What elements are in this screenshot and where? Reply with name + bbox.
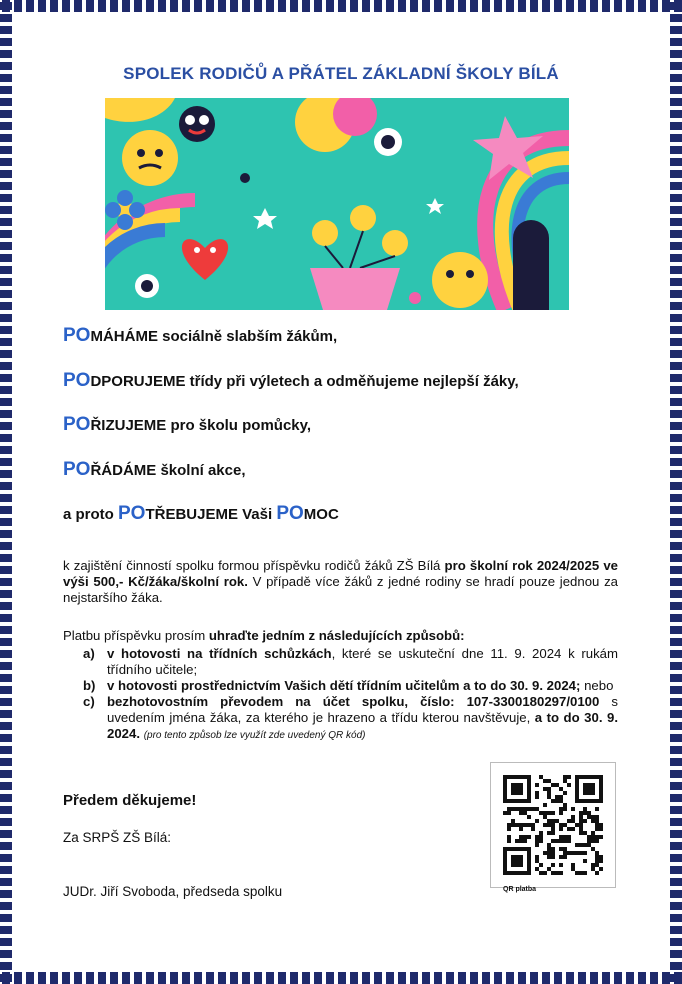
qr-module: [507, 835, 511, 839]
qr-module: [575, 851, 579, 855]
qr-module: [567, 783, 571, 787]
qr-module: [539, 831, 543, 835]
qr-module: [595, 807, 599, 811]
qr-module: [515, 823, 519, 827]
qr-module: [591, 867, 595, 871]
qr-module: [559, 787, 563, 791]
qr-module: [547, 867, 551, 871]
qr-module: [551, 819, 555, 823]
qr-module: [571, 863, 575, 867]
qr-module: [563, 791, 567, 795]
qr-module: [559, 799, 563, 803]
qr-module: [563, 823, 567, 827]
qr-module: [539, 871, 543, 875]
qr-module: [559, 811, 563, 815]
qr-module: [547, 795, 551, 799]
page-border-right: [670, 0, 682, 984]
qr-module: [571, 867, 575, 871]
qr-module: [543, 811, 547, 815]
qr-module: [563, 807, 567, 811]
qr-module: [571, 851, 575, 855]
qr-module: [551, 811, 555, 815]
qr-module: [571, 807, 575, 811]
qr-module: [555, 795, 559, 799]
qr-module: [555, 871, 559, 875]
qr-module: [547, 779, 551, 783]
qr-module: [587, 835, 591, 839]
qr-module: [567, 775, 571, 779]
hero-illustration: [105, 98, 569, 310]
qr-module: [519, 823, 523, 827]
qr-module: [571, 819, 575, 823]
qr-module: [599, 835, 603, 839]
qr-module: [599, 855, 603, 859]
qr-module: [579, 811, 583, 815]
qr-module: [563, 851, 567, 855]
qr-module: [543, 803, 547, 807]
qr-module: [535, 835, 539, 839]
qr-module: [511, 819, 515, 823]
qr-module: [579, 831, 583, 835]
qr-module: [583, 819, 587, 823]
signature-org: Za SRPŠ ZŠ Bílá:: [63, 830, 172, 845]
qr-module: [595, 863, 599, 867]
qr-module: [547, 791, 551, 795]
qr-module: [587, 815, 591, 819]
qr-module: [595, 823, 599, 827]
qr-module: [559, 855, 563, 859]
qr-module: [519, 839, 523, 843]
qr-module: [595, 871, 599, 875]
qr-module: [519, 827, 523, 831]
qr-module: [583, 831, 587, 835]
qr-module: [599, 823, 603, 827]
qr-module: [507, 839, 511, 843]
qr-module: [583, 859, 587, 863]
qr-module: [523, 807, 527, 811]
qr-module: [583, 871, 587, 875]
qr-module: [539, 811, 543, 815]
qr-module: [591, 839, 595, 843]
qr-module: [587, 839, 591, 843]
qr-module: [567, 835, 571, 839]
qr-module: [591, 863, 595, 867]
po-line-4: POŘÁDÁME školní akce,: [63, 459, 246, 480]
qr-module: [559, 827, 563, 831]
qr-module: [539, 863, 543, 867]
qr-module: [559, 839, 563, 843]
qr-module: [555, 799, 559, 803]
qr-module: [547, 787, 551, 791]
qr-module: [535, 783, 539, 787]
qr-module: [535, 807, 539, 811]
qr-module: [559, 835, 563, 839]
qr-module: [595, 819, 599, 823]
qr-module: [599, 867, 603, 871]
qr-code-image: [491, 763, 615, 887]
qr-module: [555, 783, 559, 787]
qr-module: [551, 823, 555, 827]
qr-module: [579, 871, 583, 875]
qr-module: [595, 835, 599, 839]
qr-module: [551, 799, 555, 803]
page-border-bottom: [0, 972, 682, 984]
qr-module: [587, 843, 591, 847]
thanks-text: Předem děkujeme!: [63, 792, 197, 809]
qr-module: [519, 835, 523, 839]
qr-module: [543, 815, 547, 819]
qr-module: [547, 819, 551, 823]
qr-module: [551, 871, 555, 875]
qr-module: [563, 835, 567, 839]
payment-intro: Platbu příspěvku prosím uhraďte jedním z následujících způsobů:: [63, 628, 465, 643]
qr-module: [519, 811, 523, 815]
qr-module: [543, 787, 547, 791]
intro-paragraph: k zajištění činností spolku formou příspěvku rodičů žáků ZŠ Bílá pro školní rok 2024/2025 ve výši 500,- Kč/žáka/školní rok. V případě více žáků z jedné rodiny se hradí pouze jednou za nejstaršího žáka.: [63, 558, 618, 605]
qr-module: [535, 867, 539, 871]
qr-module: [563, 803, 567, 807]
qr-module: [511, 823, 515, 827]
qr-module: [511, 807, 515, 811]
qr-module: [595, 851, 599, 855]
qr-module: [563, 839, 567, 843]
qr-module: [535, 855, 539, 859]
qr-module: [539, 839, 543, 843]
qr-module: [575, 843, 579, 847]
qr-module: [579, 843, 583, 847]
qr-module: [551, 783, 555, 787]
qr-module: [563, 855, 567, 859]
qr-module: [551, 827, 555, 831]
qr-module: [579, 823, 583, 827]
qr-module: [547, 843, 551, 847]
qr-module: [579, 815, 583, 819]
qr-module: [531, 827, 535, 831]
hero-illustration-art: [105, 98, 569, 310]
qr-module: [579, 819, 583, 823]
qr-module: [547, 855, 551, 859]
qr-module: [515, 839, 519, 843]
qr-module: [551, 831, 555, 835]
qr-module: [595, 827, 599, 831]
qr-module: [599, 827, 603, 831]
qr-module: [595, 839, 599, 843]
qr-module: [555, 839, 559, 843]
qr-module: [503, 811, 507, 815]
qr-module: [551, 839, 555, 843]
qr-module: [571, 815, 575, 819]
qr-module: [591, 847, 595, 851]
qr-module: [551, 851, 555, 855]
qr-module: [519, 807, 523, 811]
qr-module: [599, 859, 603, 863]
qr-module: [507, 827, 511, 831]
qr-module: [547, 847, 551, 851]
qr-module: [563, 775, 567, 779]
qr-module: [595, 859, 599, 863]
qr-label: QR platba: [503, 886, 537, 893]
qr-module: [539, 835, 543, 839]
qr-module: [571, 827, 575, 831]
qr-module: [527, 815, 531, 819]
qr-module: [575, 871, 579, 875]
qr-module: [583, 811, 587, 815]
qr-module: [523, 811, 527, 815]
qr-module: [583, 851, 587, 855]
payment-list: [63, 646, 618, 744]
qr-module: [543, 823, 547, 827]
qr-module: [535, 839, 539, 843]
qr-module: [591, 819, 595, 823]
qr-module: [559, 823, 563, 827]
page-title: SPOLEK RODIČŮ A PŘÁTEL ZÁKLADNÍ ŠKOLY BÍLÁ: [123, 64, 559, 83]
qr-module: [563, 779, 567, 783]
qr-module: [551, 863, 555, 867]
qr-module: [567, 851, 571, 855]
qr-module: [535, 791, 539, 795]
po-line-1: POMÁHÁME sociálně slabším žákům,: [63, 325, 338, 346]
qr-module: [523, 835, 527, 839]
qr-module: [523, 823, 527, 827]
page-border-top: [0, 0, 682, 12]
qr-module: [567, 827, 571, 831]
qr-module: [527, 835, 531, 839]
qr-module: [551, 847, 555, 851]
qr-module: [535, 795, 539, 799]
po-line-5: a proto POTŘEBUJEME Vaši POMOC: [63, 503, 339, 524]
po-line-3: POŘIZUJEME pro školu pomůcky,: [63, 414, 312, 435]
qr-module: [559, 871, 563, 875]
signature-name: JUDr. Jiří Svoboda, předseda spolku: [63, 884, 283, 899]
qr-module: [527, 823, 531, 827]
qr-module: [551, 855, 555, 859]
qr-module: [583, 807, 587, 811]
qr-module: [535, 819, 539, 823]
list-item: b) v hotovosti prostřednictvím Vašich dětí třídním učitelům a to do 30. 9. 2024; nebo: [83, 678, 614, 693]
qr-module: [543, 871, 547, 875]
list-item: a) v hotovosti na třídních schůzkách, které se uskuteční dne 11. 9. 2024 k rukám třídního učitele;: [83, 646, 618, 677]
qr-module: [535, 843, 539, 847]
list-item: c) bezhotovostním převodem na účet spolku, číslo: 107-3300180297/0100 s uvedením jména žáka, za kterého je hrazeno a třídu kterou navštěvuje, a to do 30. 9. 2024. (pro tento způsob lze využít zde uvedený QR kód): [83, 694, 618, 741]
qr-module: [567, 839, 571, 843]
qr-module: [591, 831, 595, 835]
qr-module: [539, 775, 543, 779]
qr-module: [507, 807, 511, 811]
qr-module: [575, 823, 579, 827]
qr-module: [531, 823, 535, 827]
qr-module: [579, 827, 583, 831]
qr-module: [559, 847, 563, 851]
qr-module: [555, 819, 559, 823]
qr-module: [559, 795, 563, 799]
qr-module: [535, 859, 539, 863]
qr-module: [543, 779, 547, 783]
qr-module: [595, 855, 599, 859]
qr-module: [547, 851, 551, 855]
qr-module: [595, 815, 599, 819]
qr-module: [523, 839, 527, 843]
qr-code: [490, 762, 616, 888]
qr-module: [559, 807, 563, 811]
qr-module: [583, 843, 587, 847]
qr-module: [587, 811, 591, 815]
qr-module: [507, 811, 511, 815]
po-line-2: PODPORUJEME třídy při výletech a odměňujeme nejlepší žáky,: [63, 370, 519, 391]
qr-module: [547, 823, 551, 827]
qr-module: [547, 831, 551, 835]
qr-module: [527, 807, 531, 811]
qr-module: [531, 807, 535, 811]
qr-module: [547, 811, 551, 815]
qr-module: [543, 851, 547, 855]
qr-module: [515, 807, 519, 811]
qr-module: [591, 835, 595, 839]
qr-module: [579, 851, 583, 855]
qr-module: [507, 823, 511, 827]
qr-module: [559, 863, 563, 867]
qr-module: [567, 819, 571, 823]
qr-module: [563, 847, 567, 851]
page-border-left: [0, 0, 12, 984]
qr-module: [591, 815, 595, 819]
